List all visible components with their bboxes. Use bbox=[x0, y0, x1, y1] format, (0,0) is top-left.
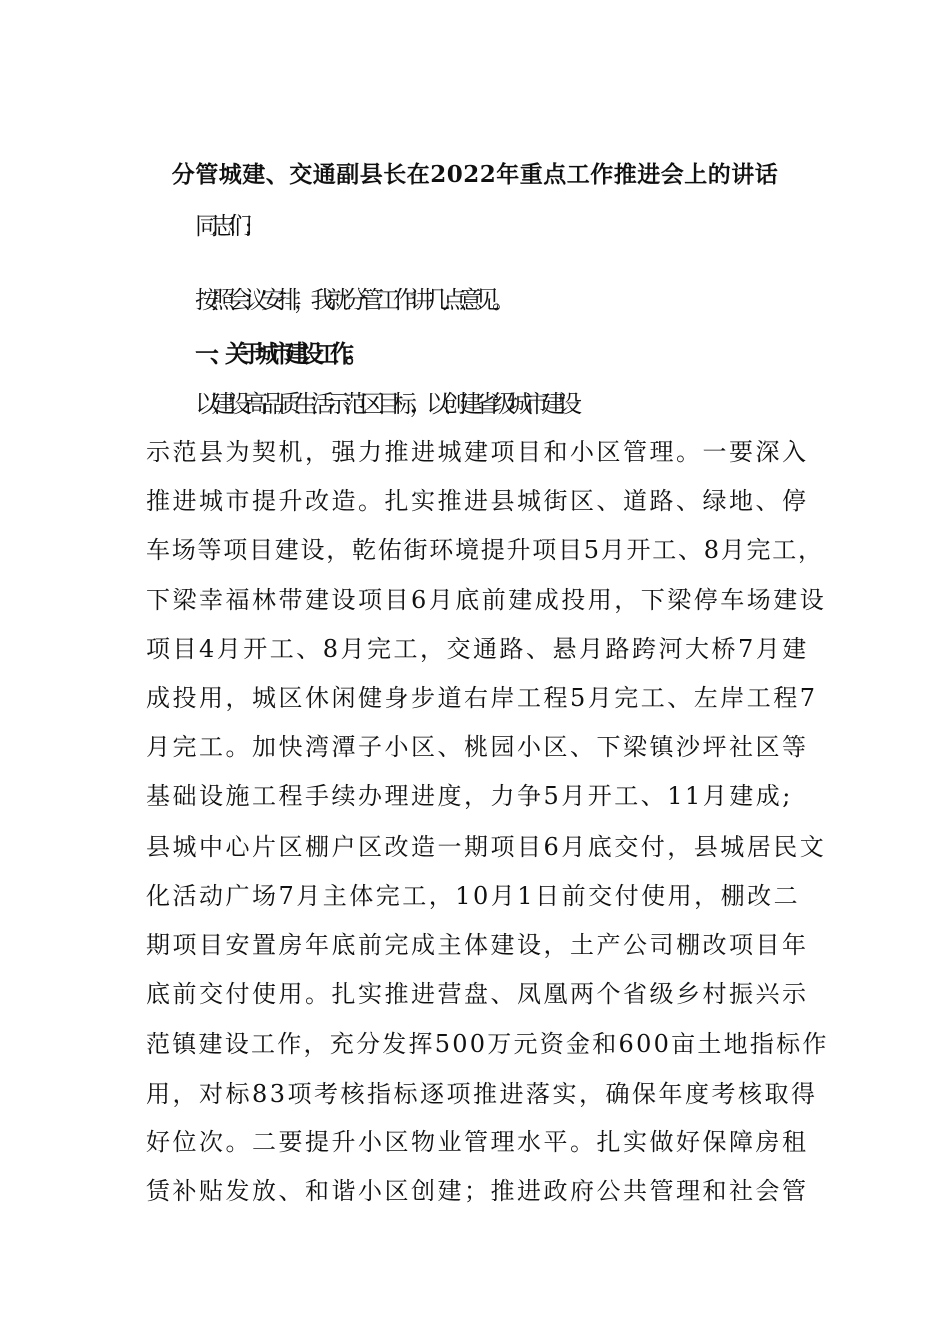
body-line: 县城中心片区棚户区改造一期项目6月底交付，县城居民文 bbox=[146, 833, 827, 861]
body-line: 下梁幸福林带建设项目6月底前建成投用，下梁停车场建设 bbox=[146, 586, 827, 614]
body-line: 以建设高品质生活示范区目标，以创建省级城市建设 bbox=[195, 390, 575, 418]
body-line: 推进城市提升改造。扎实推进县城街区、道路、绿地、停 bbox=[146, 487, 809, 515]
document-title: 分管城建、交通副县长在2022年重点工作推进会上的讲话 bbox=[171, 161, 779, 188]
body-line: 月完工。加快湾潭子小区、桃园小区、下梁镇沙坪社区等 bbox=[146, 733, 809, 761]
intro-paragraph: 按照会议安排，我就分管工作讲几点意见。 bbox=[195, 286, 509, 314]
body-line: 车场等项目建设，乾佑街环境提升项目5月开工、8月完工， bbox=[146, 536, 824, 564]
body-line: 项目4月开工、8月完工，交通路、悬月路跨河大桥7月建 bbox=[146, 635, 809, 663]
body-line: 期项目安置房年底前完成主体建设，土产公司棚改项目年 bbox=[146, 931, 809, 959]
body-line: 好位次。二要提升小区物业管理水平。扎实做好保障房租 bbox=[146, 1128, 809, 1156]
body-line: 成投用，城区休闲健身步道右岸工程5月完工、左岸工程7 bbox=[146, 684, 818, 712]
salutation: 同志们: bbox=[195, 212, 246, 240]
body-line: 用，对标83项考核指标逐项推进落实，确保年度考核取得 bbox=[146, 1080, 818, 1108]
body-line: 底前交付使用。扎实推进营盘、凤凰两个省级乡村振兴示 bbox=[146, 980, 809, 1008]
body-line: 示范县为契机，强力推进城建项目和小区管理。一要深入 bbox=[146, 438, 809, 466]
body-line: 范镇建设工作，充分发挥500万元资金和600亩土地指标作 bbox=[146, 1030, 829, 1058]
body-line: 化活动广场7月主体完工，10月1日前交付使用，棚改二 bbox=[146, 882, 801, 910]
body-line: 赁补贴发放、和谐小区创建；推进政府公共管理和社会管 bbox=[146, 1177, 809, 1205]
section-heading: 一、关于城市建设工作。 bbox=[195, 340, 360, 368]
body-line: 基础设施工程手续办理进度，力争5月开工、11月建成; bbox=[146, 782, 793, 810]
